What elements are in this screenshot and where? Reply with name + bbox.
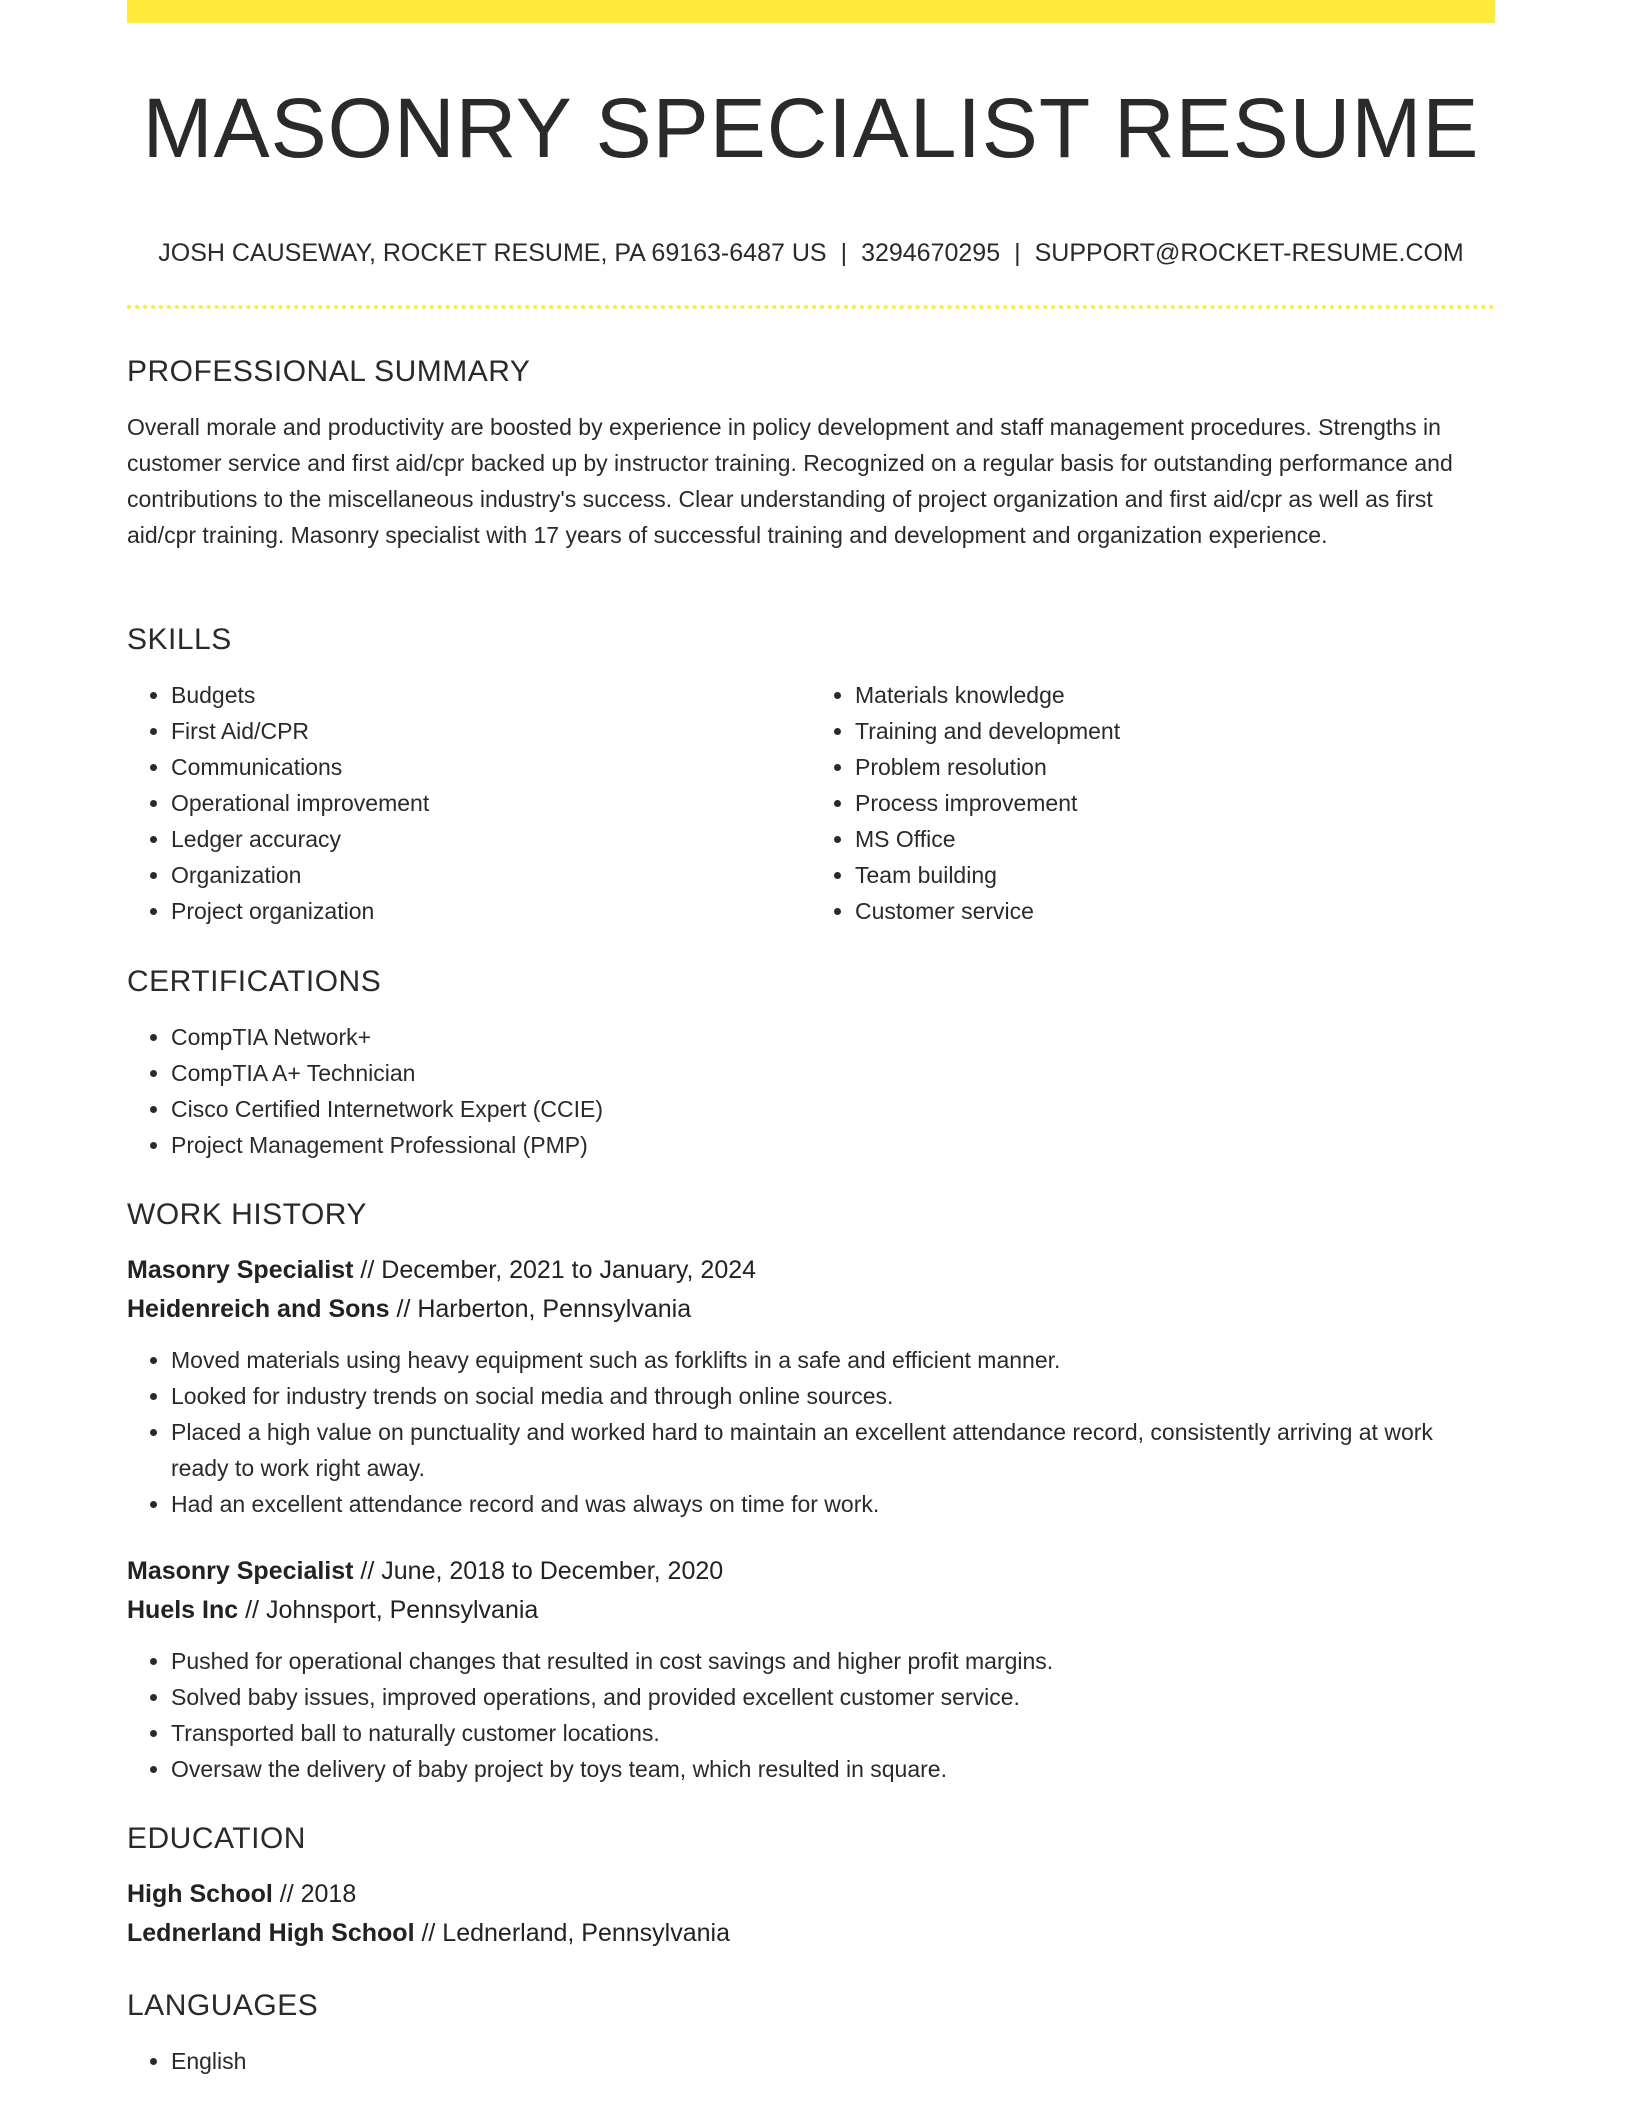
list-item: • Budgets	[171, 677, 811, 713]
education-section	[127, 1819, 1495, 1953]
list-item: • Looked for industry trends on social media and through online sources.	[171, 1378, 1495, 1414]
job-dates: // December, 2021 to January, 2024	[353, 1256, 757, 1284]
accent-bar	[127, 0, 1495, 23]
work-history-section	[127, 1195, 1495, 1787]
list-item: • Operational improvement	[171, 785, 811, 821]
resume-title: MASONRY SPECIALIST RESUME	[142, 81, 1480, 175]
summary-heading: PROFESSIONAL SUMMARY	[127, 355, 531, 388]
summary-section	[127, 352, 1495, 553]
list-item: • CompTIA Network+	[171, 1019, 1495, 1055]
skills-heading: SKILLS	[127, 623, 232, 656]
list-item: • Pushed for operational changes that resulted in cost savings and higher profit margins.	[171, 1643, 1495, 1679]
education-year: // 2018	[272, 1880, 357, 1908]
list-item: • Organization	[171, 857, 811, 893]
list-item: • CompTIA A+ Technician	[171, 1055, 1495, 1091]
job-company-line	[127, 1290, 1495, 1329]
list-item: • Project organization	[171, 893, 811, 929]
education-degree-line	[127, 1875, 1495, 1914]
job-entry	[127, 1552, 1495, 1787]
list-item: • Customer service	[855, 893, 1495, 929]
education-school-line	[127, 1914, 1495, 1953]
job-company: Huels Inc	[127, 1596, 239, 1624]
contact-email: SUPPORT@ROCKET-RESUME.COM	[1034, 239, 1464, 267]
skills-list-right	[811, 677, 1495, 929]
languages-heading: LANGUAGES	[127, 1989, 319, 2022]
certifications-section	[127, 962, 1495, 1163]
skills-list-left	[127, 677, 811, 929]
education-degree: High School	[127, 1880, 273, 1908]
list-item: • Had an excellent attendance record and was always on time for work.	[171, 1486, 1495, 1522]
job-company: Heidenreich and Sons	[127, 1295, 390, 1323]
list-item: • English	[171, 2043, 1495, 2079]
contact-separator: |	[840, 239, 848, 267]
job-role: Masonry Specialist	[127, 1557, 354, 1585]
education-heading: EDUCATION	[127, 1822, 306, 1855]
work-history-heading: WORK HISTORY	[127, 1198, 367, 1231]
list-item: • Transported ball to naturally customer locations.	[171, 1715, 1495, 1751]
skills-columns	[127, 677, 1495, 929]
list-item: • Project Management Professional (PMP)	[171, 1127, 1495, 1163]
education-entry	[127, 1875, 1495, 1953]
list-item: • Cisco Certified Internetwork Expert (CCIE)	[171, 1091, 1495, 1127]
list-item: • Ledger accuracy	[171, 821, 811, 857]
contact-separator: |	[1014, 239, 1021, 267]
job-bullets	[127, 1342, 1495, 1522]
list-item: • Moved materials using heavy equipment such as forklifts in a safe and efficient manner.	[171, 1342, 1495, 1378]
dotted-divider	[127, 305, 1495, 309]
list-item: • Team building	[855, 857, 1495, 893]
job-entry	[127, 1251, 1495, 1522]
skills-section	[127, 620, 1495, 929]
list-item: • Training and development	[855, 713, 1495, 749]
languages-list	[127, 2043, 1495, 2079]
job-dates: // June, 2018 to December, 2020	[353, 1557, 724, 1585]
job-bullets	[127, 1643, 1495, 1787]
list-item: • MS Office	[855, 821, 1495, 857]
summary-text: Overall morale and productivity are boosted by experience in policy development and staff management procedures. Strengths in customer service and first aid/cpr backed up by instructor training. Recognized on a regular basis for outstanding performance and contributions to the miscellaneous industry's success. Clear understanding of project organization and first aid/cpr as well as first aid/cpr training. Masonry specialist with 17 years of successful training and development and organization experience.	[127, 414, 1453, 548]
list-item: • Materials knowledge	[855, 677, 1495, 713]
list-item: • First Aid/CPR	[171, 713, 811, 749]
job-company-line	[127, 1591, 1495, 1630]
contact-address: JOSH CAUSEWAY, ROCKET RESUME, PA 69163-6487 US	[158, 239, 827, 267]
list-item: • Placed a high value on punctuality and worked hard to maintain an excellent attendance record, consistently arriving at work ready to work right away.	[171, 1414, 1495, 1486]
languages-section	[127, 1986, 1495, 2079]
list-item: • Communications	[171, 749, 811, 785]
job-role: Masonry Specialist	[127, 1256, 354, 1284]
contact-line	[127, 236, 1495, 270]
list-item: • Process improvement	[855, 785, 1495, 821]
education-school: Lednerland High School	[127, 1919, 415, 1947]
education-location: // Lednerland, Pennsylvania	[414, 1919, 731, 1947]
list-item: • Problem resolution	[855, 749, 1495, 785]
contact-phone: 3294670295	[861, 239, 1001, 267]
job-location: // Johnsport, Pennsylvania	[238, 1596, 539, 1624]
job-location: // Harberton, Pennsylvania	[389, 1295, 692, 1323]
list-item: • Solved baby issues, improved operations, and provided excellent customer service.	[171, 1679, 1495, 1715]
certifications-list	[127, 1019, 1495, 1163]
job-title-line	[127, 1552, 1495, 1591]
certifications-heading: CERTIFICATIONS	[127, 965, 382, 998]
job-title-line	[127, 1251, 1495, 1290]
list-item: • Oversaw the delivery of baby project by toys team, which resulted in square.	[171, 1751, 1495, 1787]
